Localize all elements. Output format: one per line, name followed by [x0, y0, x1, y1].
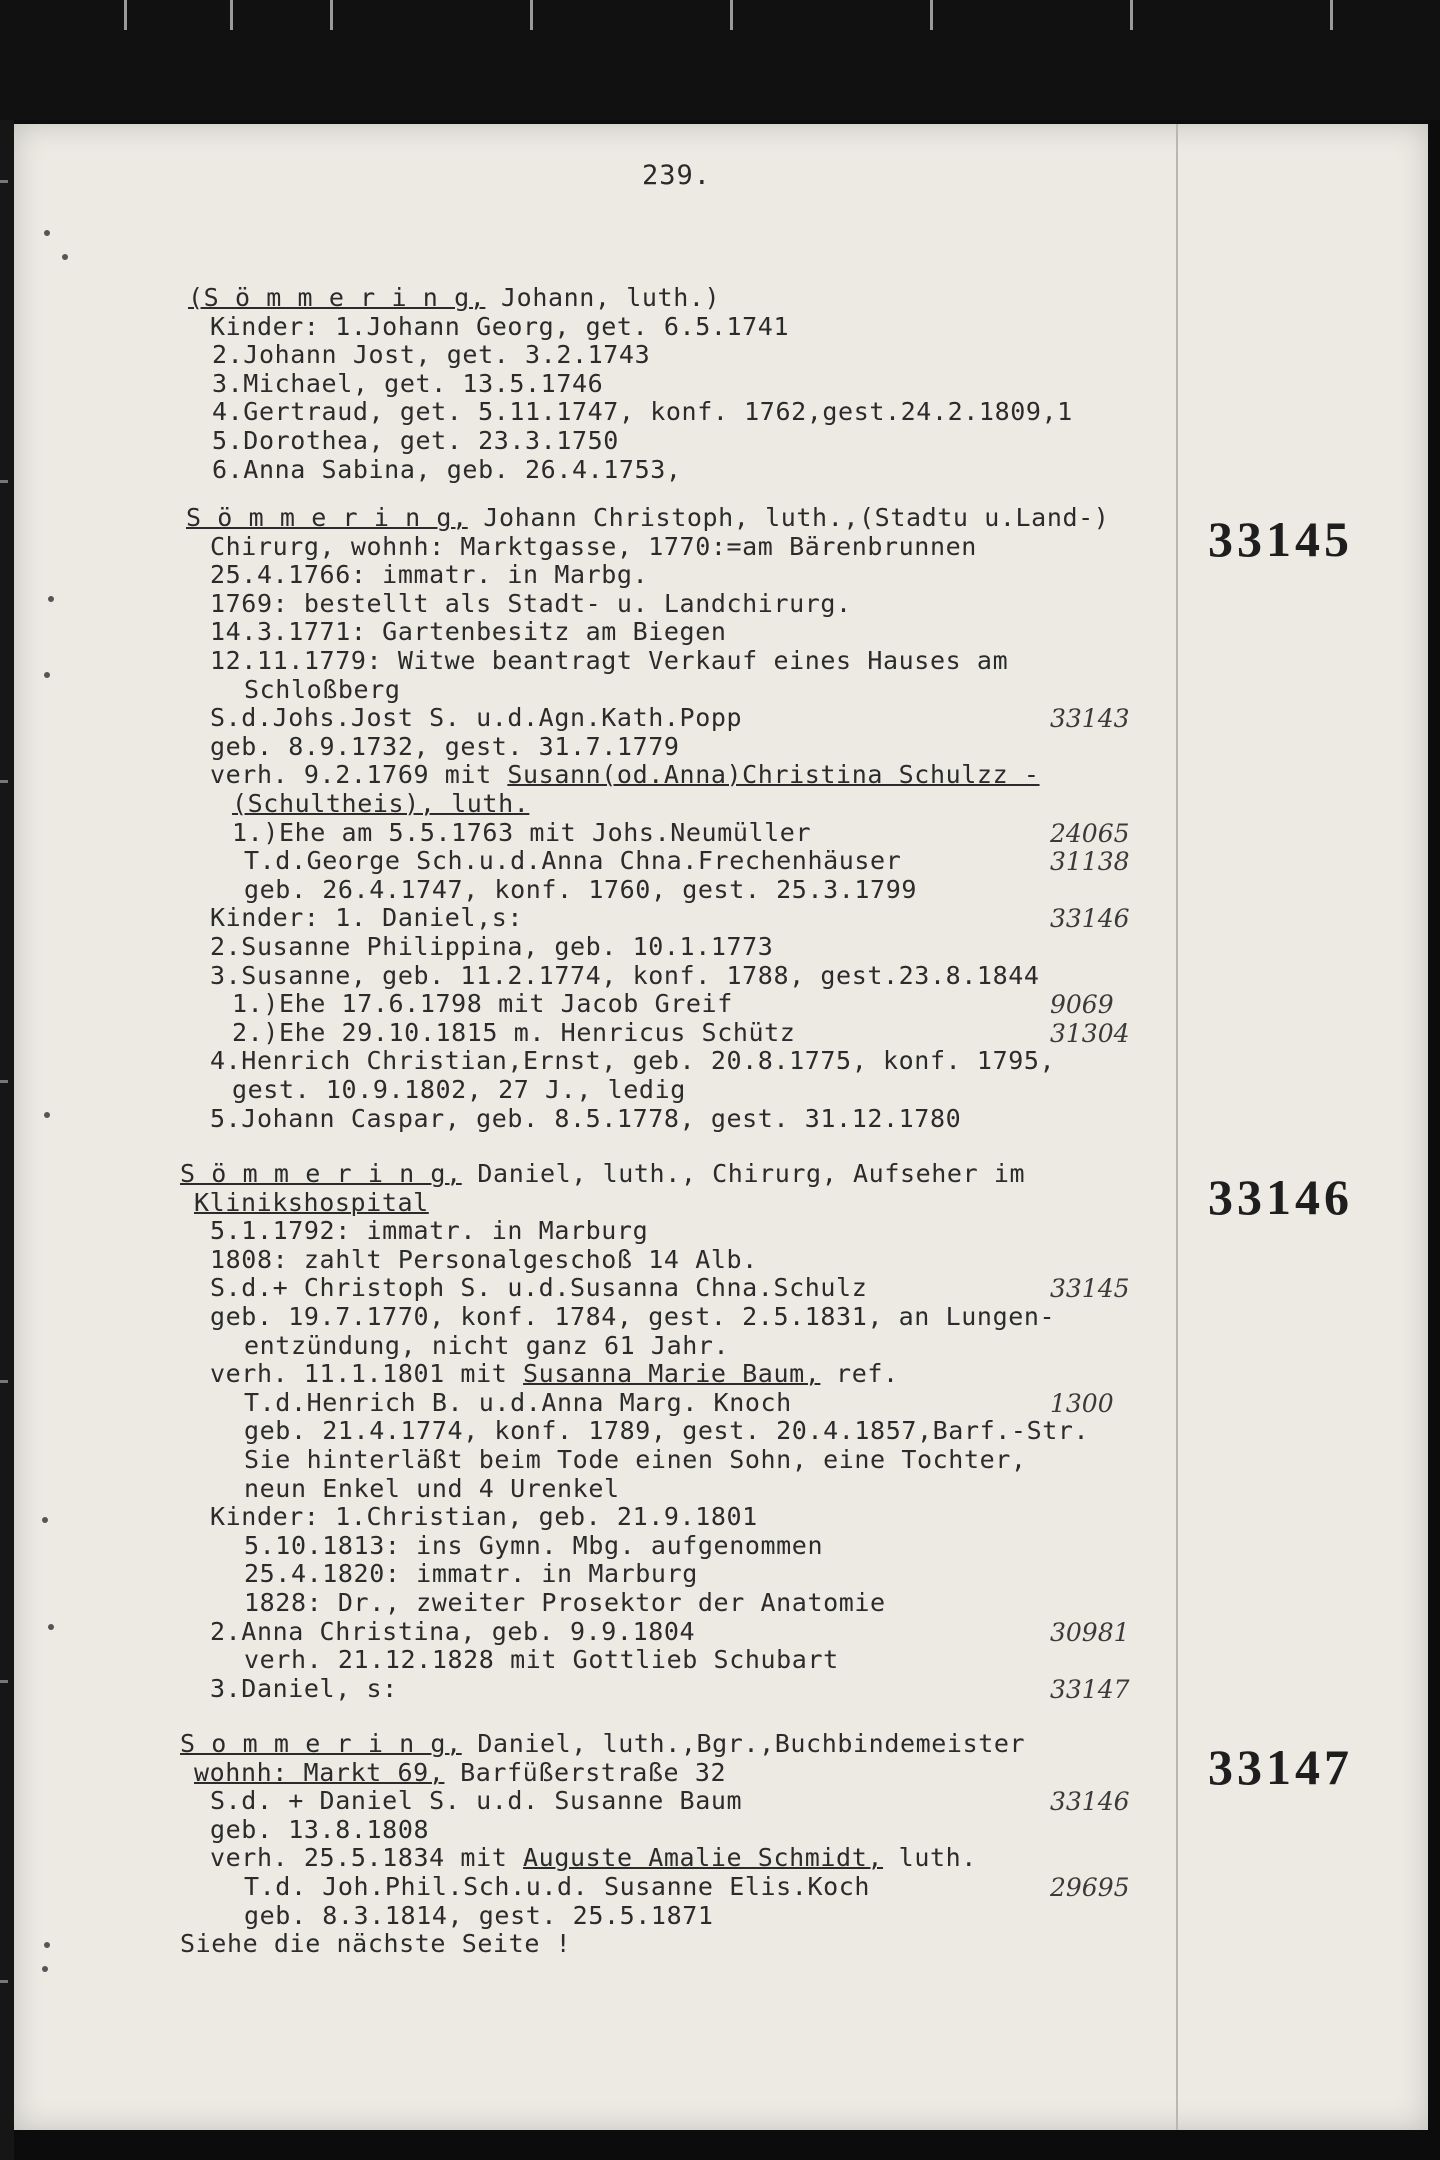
film-strip-top	[0, 0, 1440, 120]
entry-line	[210, 1360, 899, 1388]
text-segment: Klinikshospital	[194, 1188, 429, 1217]
entry-heading	[180, 1160, 1025, 1188]
entry-line	[210, 1675, 398, 1703]
text-segment: (Schultheis), luth.	[232, 789, 530, 818]
text-segment: Susann(od.Anna)Christina Schulzz -	[507, 760, 1040, 789]
handwritten-cross-reference: 29695	[1050, 1873, 1130, 1902]
text-segment: Barfüßerstraße 32	[444, 1758, 727, 1787]
text-segment: T.d.George Sch.u.d.Anna Chna.Frechenhäuser	[244, 846, 902, 875]
text-segment: Daniel, luth.,Bgr.,Buchbindemeister	[461, 1729, 1026, 1758]
film-tick	[230, 0, 233, 30]
entry-number: 33145	[1208, 511, 1353, 567]
text-segment: S.d.+ Christoph S. u.d.Susanna Chna.Schulz	[210, 1273, 868, 1302]
handwritten-cross-reference: 30981	[1050, 1618, 1130, 1647]
text-segment: verh. 25.5.1834 mit	[210, 1843, 524, 1872]
text-segment: geb. 19.7.1770, konf. 1784, gest. 2.5.1831, an Lungen-	[210, 1302, 1056, 1331]
text-segment: Schloßberg	[244, 675, 401, 704]
text-segment: wohnh: Markt 69,	[194, 1758, 445, 1787]
entry-line	[194, 1759, 726, 1787]
entry-line	[244, 676, 401, 704]
entry-number: 33146	[1208, 1169, 1353, 1225]
punch-mark	[44, 230, 50, 236]
text-segment: entzündung, nicht ganz 61 Jahr.	[244, 1331, 730, 1360]
text-segment: Siehe die nächste Seite !	[180, 1929, 572, 1958]
entry-line	[244, 1589, 886, 1617]
text-segment: geb. 8.3.1814, gest. 25.5.1871	[244, 1901, 714, 1930]
text-segment: luth.	[883, 1843, 977, 1872]
handwritten-cross-reference: 24065	[1050, 819, 1130, 848]
entry-line	[210, 1303, 1055, 1331]
text-segment: 4.Henrich Christian,Ernst, geb. 20.8.1775, konf. 1795,	[210, 1046, 1056, 1075]
film-tick	[730, 0, 733, 30]
text-segment: T.d. Joh.Phil.Sch.u.d. Susanne Elis.Koch	[244, 1872, 871, 1901]
text-segment: Daniel, luth., Chirurg, Aufseher im	[461, 1159, 1026, 1188]
text-segment: 3.Michael, get. 13.5.1746	[212, 369, 604, 398]
text-segment: 1808: zahlt Personalgeschoß 14 Alb.	[210, 1245, 758, 1274]
text-segment: 5.10.1813: ins Gymn. Mbg. aufgenommen	[244, 1531, 824, 1560]
text-segment: Susanna Marie Baum,	[523, 1359, 821, 1388]
entry-line	[232, 1019, 795, 1047]
text-segment: 2.)Ehe 29.10.1815 m. Henricus Schütz	[232, 1018, 796, 1047]
film-strip-left	[0, 120, 14, 2160]
entry-line	[210, 1844, 977, 1872]
entry-line	[212, 398, 1073, 426]
entry-line	[244, 847, 901, 875]
text-segment: 3.Daniel, s:	[210, 1674, 398, 1703]
handwritten-cross-reference: 9069	[1050, 990, 1114, 1019]
text-segment: 1.)Ehe am 5.5.1763 mit Johs.Neumüller	[232, 818, 812, 847]
text-segment: Johann, luth.)	[485, 283, 721, 312]
punch-mark	[44, 1942, 50, 1948]
text-segment: T.d.Henrich B. u.d.Anna Marg. Knoch	[244, 1388, 792, 1417]
entry-line	[210, 1816, 429, 1844]
entry-line	[210, 933, 773, 961]
film-tick	[1130, 0, 1133, 30]
entry-heading	[186, 504, 1109, 532]
text-segment: 5.Johann Caspar, geb. 8.5.1778, gest. 31.12.1780	[210, 1104, 962, 1133]
text-segment: Auguste Amalie Schmidt,	[523, 1843, 884, 1872]
entry-line	[244, 1417, 1089, 1445]
text-segment: 1769: bestellt als Stadt- u. Landchirurg.	[210, 589, 852, 618]
punch-mark	[48, 596, 54, 602]
film-tick	[124, 0, 127, 30]
film-tick	[930, 0, 933, 30]
text-segment: 2.Anna Christina, geb. 9.9.1804	[210, 1617, 696, 1646]
surname-headword: S ö m m e r i n g,	[180, 1159, 462, 1188]
text-segment: 5.Dorothea, get. 23.3.1750	[212, 426, 619, 455]
handwritten-cross-reference: 33143	[1050, 704, 1130, 733]
entry-line	[210, 313, 789, 341]
text-segment: verh. 9.2.1769 mit	[210, 760, 508, 789]
handwritten-cross-reference: 33147	[1050, 1675, 1130, 1704]
entry-line	[232, 990, 733, 1018]
text-segment: 6.Anna Sabina, geb. 26.4.1753,	[212, 455, 682, 484]
text-segment: verh. 11.1.1801 mit	[210, 1359, 524, 1388]
text-segment: 3.Susanne, geb. 11.2.1774, konf. 1788, gest.23.8.1844	[210, 961, 1040, 990]
film-tick	[330, 0, 333, 30]
margin-rule	[1176, 124, 1178, 2130]
entry-line	[210, 1618, 695, 1646]
text-segment: 14.3.1771: Gartenbesitz am Biegen	[210, 617, 727, 646]
entry-line	[210, 1047, 1055, 1075]
text-segment: geb. 26.4.1747, konf. 1760, gest. 25.3.1799	[244, 875, 918, 904]
entry-line	[210, 1105, 961, 1133]
entry-line	[210, 1274, 867, 1302]
text-segment: 25.4.1820: immatr. in Marburg	[244, 1559, 698, 1588]
handwritten-cross-reference: 33145	[1050, 1274, 1130, 1303]
entry-line	[244, 1560, 698, 1588]
text-segment: 5.1.1792: immatr. in Marburg	[210, 1216, 649, 1245]
entry-line	[210, 704, 742, 732]
entry-line	[210, 561, 648, 589]
text-segment: ref.	[820, 1359, 899, 1388]
entry-line	[232, 1076, 686, 1104]
punch-mark	[42, 1966, 48, 1972]
text-segment: geb. 8.9.1732, gest. 31.7.1779	[210, 732, 680, 761]
text-segment: Kinder: 1.Christian, geb. 21.9.1801	[210, 1502, 758, 1531]
entry-line	[210, 1246, 758, 1274]
entry-line	[232, 819, 811, 847]
entry-line	[244, 876, 917, 904]
page-number: 239.	[642, 160, 712, 191]
entry-line	[210, 1217, 648, 1245]
document-page	[14, 124, 1428, 2130]
entry-line	[244, 1475, 620, 1503]
handwritten-cross-reference: 31138	[1050, 847, 1130, 876]
entry-number: 33147	[1208, 1739, 1353, 1795]
text-segment: verh. 21.12.1828 mit Gottlieb Schubart	[244, 1645, 839, 1674]
text-segment: 2.Susanne Philippina, geb. 10.1.1773	[210, 932, 774, 961]
surname-headword: (S ö m m e r i n g,	[188, 283, 486, 312]
text-segment: gest. 10.9.1802, 27 J., ledig	[232, 1075, 686, 1104]
entry-line	[212, 341, 650, 369]
entry-line	[210, 618, 727, 646]
entry-line	[210, 1787, 742, 1815]
text-segment: 1828: Dr., zweiter Prosektor der Anatomie	[244, 1588, 886, 1617]
punch-mark	[44, 1112, 50, 1118]
surname-headword: S ö m m e r i n g,	[186, 503, 468, 532]
text-segment: Sie hinterläßt beim Tode einen Sohn, eine Tochter,	[244, 1445, 1027, 1474]
entry-line	[232, 790, 529, 818]
handwritten-cross-reference: 31304	[1050, 1019, 1130, 1048]
entry-line	[212, 427, 619, 455]
punch-mark	[42, 1517, 48, 1523]
text-segment: 25.4.1766: immatr. in Marbg.	[210, 560, 649, 589]
entry-line	[180, 1930, 571, 1958]
entry-line	[210, 1503, 758, 1531]
text-segment: Kinder: 1.Johann Georg, get. 6.5.1741	[210, 312, 790, 341]
entry-line	[244, 1873, 870, 1901]
text-segment: Chirurg, wohnh: Marktgasse, 1770:=am Bärenbrunnen	[210, 532, 977, 561]
text-segment: geb. 21.4.1774, konf. 1789, gest. 20.4.1857,Barf.-Str.	[244, 1416, 1090, 1445]
entry-line	[210, 733, 680, 761]
text-segment: geb. 13.8.1808	[210, 1815, 430, 1844]
entry-line	[212, 370, 603, 398]
punch-mark	[44, 672, 50, 678]
entry-heading	[180, 1730, 1025, 1758]
entry-line	[244, 1646, 839, 1674]
entry-line	[194, 1189, 429, 1217]
entry-line	[210, 647, 1008, 675]
entry-line	[212, 456, 682, 484]
film-tick	[530, 0, 533, 30]
punch-mark	[48, 1624, 54, 1630]
entry-line	[244, 1532, 823, 1560]
handwritten-cross-reference: 1300	[1050, 1389, 1114, 1418]
entry-heading	[188, 284, 720, 312]
text-segment: 4.Gertraud, get. 5.11.1747, konf. 1762,gest.24.2.1809,1	[212, 397, 1073, 426]
entry-line	[244, 1446, 1027, 1474]
entry-line	[244, 1332, 729, 1360]
surname-headword: S o m m e r i n g,	[180, 1729, 462, 1758]
text-segment: Kinder: 1. Daniel,s:	[210, 903, 524, 932]
handwritten-cross-reference: 33146	[1050, 1787, 1130, 1816]
entry-line	[210, 761, 1040, 789]
text-segment: 12.11.1779: Witwe beantragt Verkauf eines Hauses am	[210, 646, 1009, 675]
punch-mark	[62, 254, 68, 260]
entry-line	[210, 533, 977, 561]
handwritten-cross-reference: 33146	[1050, 904, 1130, 933]
entry-line	[244, 1902, 714, 1930]
text-segment: 2.Johann Jost, get. 3.2.1743	[212, 340, 651, 369]
text-segment: neun Enkel und 4 Urenkel	[244, 1474, 620, 1503]
text-segment: S.d. + Daniel S. u.d. Susanne Baum	[210, 1786, 743, 1815]
entry-line	[210, 590, 852, 618]
film-tick	[1330, 0, 1333, 30]
entry-line	[210, 904, 523, 932]
entry-line	[210, 962, 1040, 990]
text-segment: 1.)Ehe 17.6.1798 mit Jacob Greif	[232, 989, 733, 1018]
text-segment: Johann Christoph, luth.,(Stadtu u.Land-)	[467, 503, 1110, 532]
entry-line	[244, 1389, 792, 1417]
text-segment: S.d.Johs.Jost S. u.d.Agn.Kath.Popp	[210, 703, 743, 732]
